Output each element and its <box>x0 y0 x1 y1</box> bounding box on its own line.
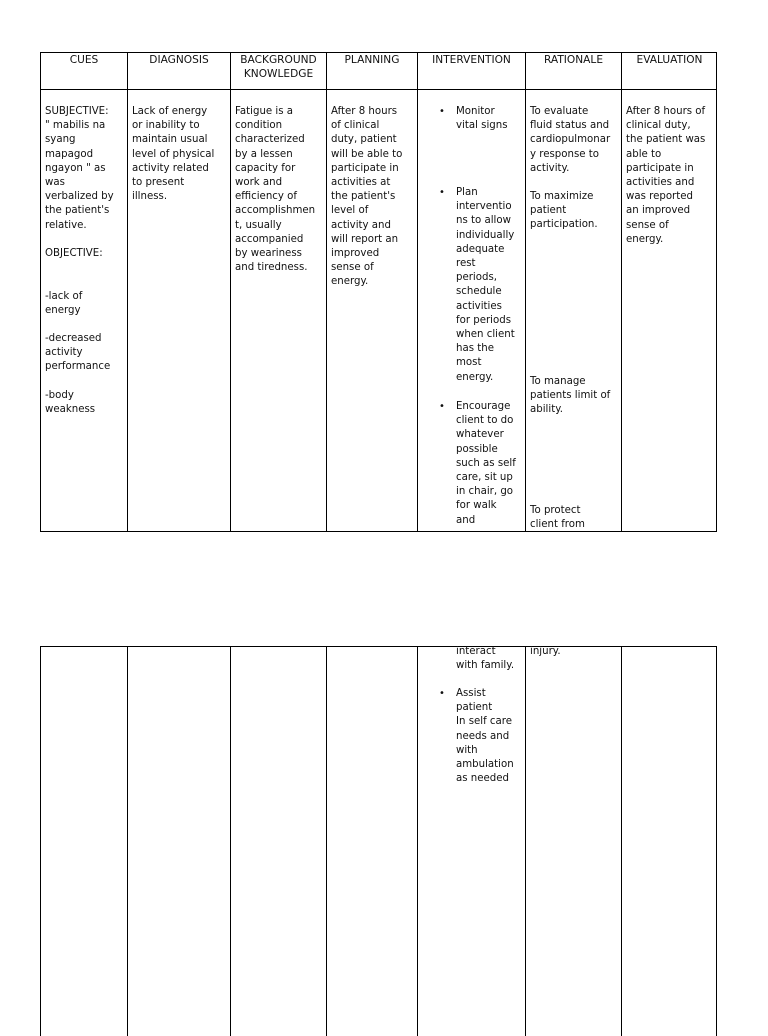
header-planning: PLANNING <box>344 54 400 66</box>
bullet-icon: • <box>439 688 445 699</box>
bullet-icon: • <box>439 401 445 412</box>
header-rationale: RATIONALE <box>543 54 604 66</box>
column-divider <box>127 647 128 1036</box>
bullet-icon: • <box>439 187 445 198</box>
cues-item-body-weakness: -body weakness <box>45 390 96 416</box>
cues-item-lack-of-energy: -lack of energy <box>45 291 83 317</box>
intervention-monitor-vitals: Monitor vital signs <box>456 106 508 132</box>
header-diagnosis: DIAGNOSIS <box>149 54 209 66</box>
rationale-protect-client: To protect client from <box>530 505 585 531</box>
column-divider <box>621 53 622 531</box>
nursing-care-plan-table <box>40 52 717 532</box>
column-divider <box>621 647 622 1036</box>
intervention-encourage-self-care: Encourage client to do whatever possible such as self care, sit up in chair, go for walk and <box>456 401 516 526</box>
column-divider <box>525 647 526 1036</box>
header-intervention: INTERVENTION <box>432 54 511 66</box>
header-divider <box>41 89 716 90</box>
cues-subjective: SUBJECTIVE: " mabilis na syang mapagod ngayon " as was verbalized by the patient's relative. <box>45 106 114 231</box>
column-divider <box>417 647 418 1036</box>
planning-text: After 8 hours of clinical duty, patient will be able to participate in activities at the patient's level of activity and will report an improved sense of energy. <box>331 106 403 288</box>
column-divider <box>230 647 231 1036</box>
column-divider <box>326 53 327 531</box>
header-evaluation: EVALUATION <box>636 54 703 66</box>
cues-item-decreased-activity: -decreased activity performance <box>45 333 111 373</box>
column-divider <box>525 53 526 531</box>
header-background-knowledge: BACKGROUND KNOWLEDGE <box>240 54 317 81</box>
intervention-assist-patient: Assist patient In self care needs and with ambulation as needed <box>456 688 514 785</box>
bullet-icon: • <box>439 106 445 117</box>
column-divider <box>326 647 327 1036</box>
cues-objective-label: OBJECTIVE: <box>45 248 103 259</box>
intervention-plan-rest: Plan interventio ns to allow individually adequate rest periods, schedule activities for periods when client has the most energy. <box>456 187 515 383</box>
column-divider <box>417 53 418 531</box>
header-cues: CUES <box>69 54 99 66</box>
background-knowledge-text: Fatigue is a condition characterized by a lessen capacity for work and efficiency of accomplishmen t, usually accompanied by weariness and tiredness. <box>235 106 316 274</box>
column-divider <box>127 53 128 531</box>
nursing-care-plan-table-continued <box>40 646 717 1036</box>
intervention-encourage-self-care-continued: interact with family. <box>456 646 515 672</box>
evaluation-text: After 8 hours of clinical duty, the patient was able to participate in activities and was reported an improved sense of energy. <box>626 106 706 245</box>
rationale-maximize-participation: To maximize patient participation. <box>530 191 598 231</box>
column-divider <box>230 53 231 531</box>
rationale-protect-client-continued: injury. <box>530 646 561 657</box>
rationale-evaluate-fluid: To evaluate fluid status and cardiopulmonar y response to activity. <box>530 106 611 174</box>
diagnosis-text: Lack of energy or inability to maintain usual level of physical activity related to present illness. <box>132 106 215 203</box>
rationale-manage-limits: To manage patients limit of ability. <box>530 376 611 416</box>
